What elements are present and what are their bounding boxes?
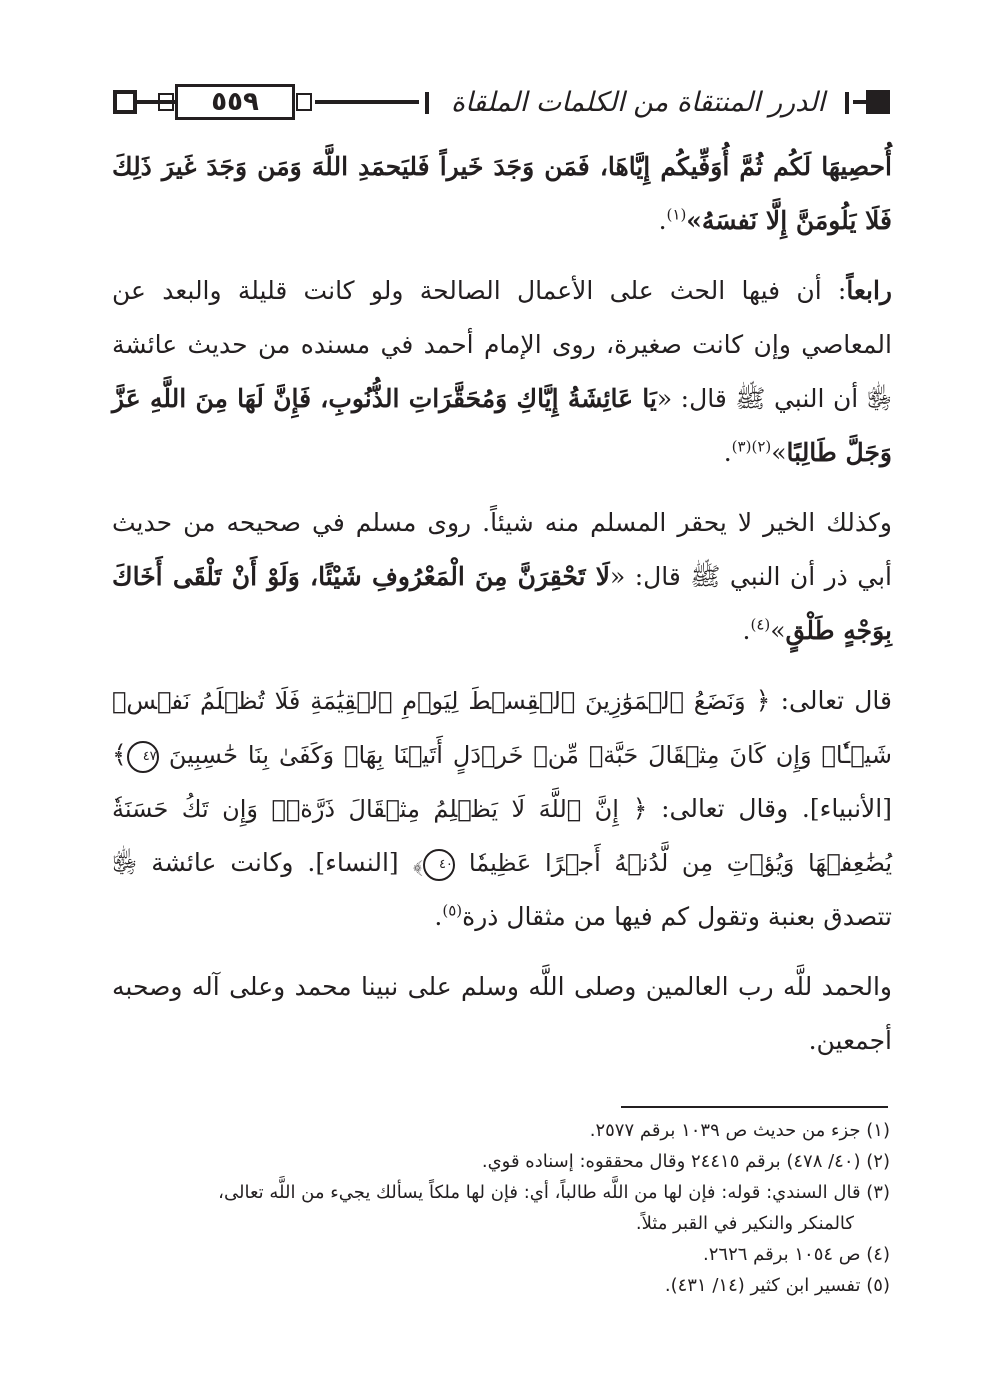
header-rule-right xyxy=(853,100,866,104)
paragraph-quran-verses xyxy=(112,674,892,944)
point-label: رابعاً xyxy=(846,276,892,305)
page-number: ٥٥٩ xyxy=(211,87,259,117)
main-text xyxy=(112,140,892,1068)
quran-verse-anbiya: وَنَضَعُ ٱلۡمَوَٰزِينَ ٱلۡقِسۡطَ لِيَوۡمِ ٱلۡقِيَٰمَةِ فَلَا تُظۡلَمُ نَفۡسٞ شَيۡـٔٗاۖ وَإِن كَانَ مِثۡقَالَ حَبَّةٖ مِّنۡ خَرۡدَلٍ أَتَيۡنَا بِهَاۗ وَكَفَىٰ بِنَا حَٰسِبِينَ xyxy=(112,687,893,769)
footnote-ref-1: (١) xyxy=(666,205,687,224)
paragraph-text: قال تعالى: ﴿ xyxy=(755,686,892,715)
book-title: الدرر المنتقاة من الكلمات الملقاة xyxy=(450,86,826,118)
period: . xyxy=(658,206,667,235)
paragraph-text: : أن فيها الحث على الأعمال الصالحة ولو كانت قليلة والبعد عن المعاصي وإن كانت صغيرة، روى الإمام أحمد في مسنده من حديث عائشة ﵂ أن النبي ﷺ قال: « xyxy=(112,276,892,413)
footnotes xyxy=(113,1115,890,1301)
footnote-3: (٣) قال السندي: قوله: فإن لها من اللَّه طالباً، أي: فإن لها ملكاً يسألك يجيء من اللَّه تعالى، xyxy=(218,1182,890,1203)
quote-close: » xyxy=(771,438,787,467)
ayah-number-marker: ٤٧ xyxy=(127,741,159,773)
paragraph-good-deeds xyxy=(112,496,892,658)
footnote-refs-2-3: (٢)(٣) xyxy=(731,437,772,456)
page-header xyxy=(113,82,890,126)
footnote-3-continuation: كالمنكر والنكير في القبر مثلاً. xyxy=(635,1213,854,1234)
hadith-text: أُحصِيهَا لَكُم ثُمَّ أُوَفِّيكُم إِيَّاهَا، فَمَن وَجَدَ خَيراً فَليَحمَدِ اللَّهَ وَمَن وَجَدَ غَيرَ ذَلِكَ فَلَا يَلُومَنَّ إِلَّا نَفسَهُ» xyxy=(112,152,892,235)
period: . xyxy=(723,438,732,467)
period: . xyxy=(434,902,443,931)
footnote-ref-4: (٤) xyxy=(750,615,771,634)
paragraph-text: وكذلك الخير لا يحقر المسلم منه شيئاً. روى مسلم في صحيحه من حديث أبي ذر أن النبي ﷺ قال: « xyxy=(112,508,892,591)
footnote-4: (٤) ص ١٠٥٤ برقم ٢٦٢٦. xyxy=(703,1244,890,1265)
header-right-square-ornament xyxy=(866,90,890,114)
footnote-5: (٥) تفسير ابن كثير (١٤/ ٤٣١). xyxy=(664,1275,890,1296)
header-bar-ornament-left xyxy=(425,92,429,114)
hadith-text: يَا عَائِشَةُ إِيَّاكِ وَمُحَقَّرَاتِ الذُّنُوبِ، فَإِنَّ لَهَا مِنَ اللَّهِ عَزَّ وَجَلَّ طَالِبًا xyxy=(112,384,892,467)
hadith-text: لَا تَحْقِرَنَّ مِنَ الْمَعْرُوفِ شَيْئًا، وَلَوْ أَنْ تَلْقَى أَخَاكَ بِوَجْهٍ طَلْقٍ xyxy=(112,562,892,645)
footnote-2: (٢) (٤٠/ ٤٧٨) برقم ٢٤٤١٥ وقال محققوه: إسناده قوي. xyxy=(481,1151,890,1172)
paragraph-text: ﴾ [النساء]. وكانت عائشة ﵂ تتصدق بعنبة وتقول كم فيها من مثقال ذرة xyxy=(112,848,892,931)
paragraph-text: ﴾ [الأنبياء]. وقال تعالى: ﴿ xyxy=(112,740,893,823)
paragraph-hadith-continuation xyxy=(112,140,892,248)
quote-close: » xyxy=(770,616,786,645)
paragraph-closing xyxy=(112,960,892,1068)
period: . xyxy=(742,616,751,645)
header-rule-middle xyxy=(315,100,419,104)
footnote-separator xyxy=(621,1106,888,1108)
header-bar-ornament-right xyxy=(845,92,849,114)
footnote-1: (١) جزء من حديث ص ١٠٣٩ برقم ٢٥٧٧. xyxy=(589,1120,890,1141)
footnote-ref-5: (٥) xyxy=(442,901,463,920)
paragraph-text: والحمد للَّه رب العالمين وصلى اللَّه وسلم على نبينا محمد وعلى آله وصحبه أجمعين. xyxy=(112,972,892,1055)
ayah-number-marker: ٤٠ xyxy=(423,849,455,881)
page-number-frame xyxy=(175,84,295,120)
quran-verse-nisa: إِنَّ ٱللَّهَ لَا يَظۡلِمُ مِثۡقَالَ ذَرَّةٖۖ وَإِن تَكُ حَسَنَةٗ يُضَٰعِفۡهَا وَيُؤۡتِ مِن لَّدُنۡهُ أَجۡرًا عَظِيمٗا xyxy=(112,795,892,877)
paragraph-fourth-point xyxy=(112,264,892,480)
header-left-square-ornament xyxy=(113,90,137,114)
